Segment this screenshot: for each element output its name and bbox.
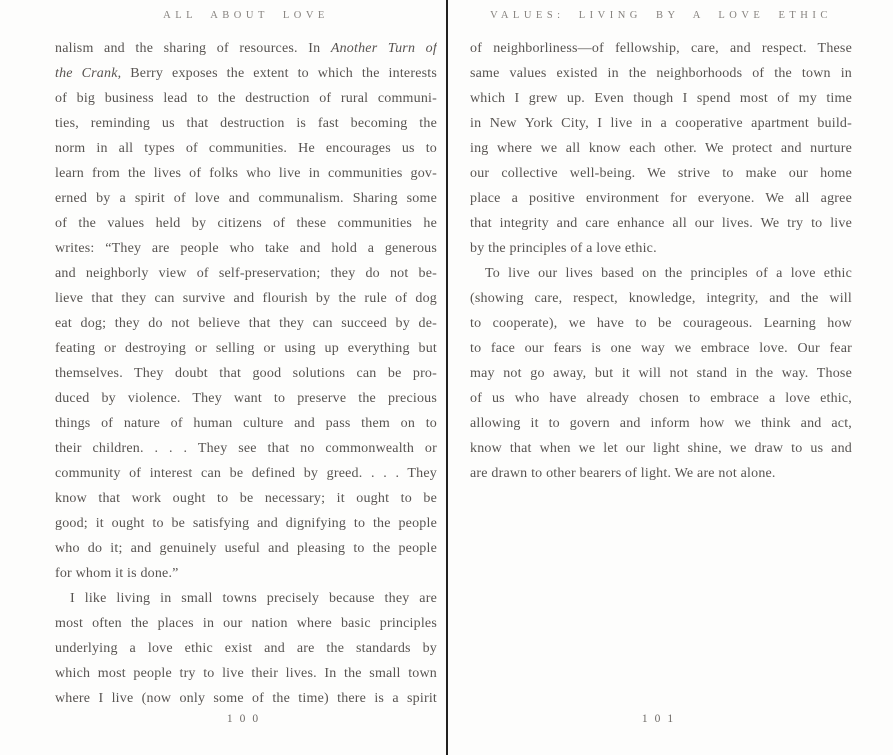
running-head-left: ALL ABOUT LOVE — [163, 10, 329, 21]
text-line: know that when we let our light shine, we draw to us and — [470, 441, 852, 456]
text-line: To live our lives based on the principles of a love ethic — [485, 266, 852, 281]
text-line: underlying a love ethic exist and are the standards by — [55, 641, 437, 656]
running-head-right: VALUES: LIVING BY A LOVE ETHIC — [490, 10, 832, 21]
text-line: for whom it is done.” — [55, 566, 179, 581]
text-line: learn from the lives of folks who live in communities gov- — [55, 166, 437, 181]
page-right — [448, 0, 893, 755]
text-line: their children. . . . They see that no commonwealth or — [55, 441, 437, 456]
text-line: are drawn to other bearers of light. We are not alone. — [470, 466, 776, 481]
book-title-italic: Another Turn of — [330, 41, 437, 56]
page-number-right: 101 — [641, 713, 681, 725]
page-body-right — [470, 36, 852, 486]
text-line: feating or destroying or selling or using up everything but — [55, 341, 437, 356]
text-line: in New York City, I live in a cooperative apartment build- — [470, 116, 852, 131]
text-line — [55, 36, 437, 61]
text-line: norm in all types of communities. He encourages us to — [55, 141, 437, 156]
book-title-italic: the Crank — [55, 66, 118, 81]
text-line: of neighborliness—of fellowship, care, and respect. These — [470, 41, 852, 56]
text-line: to face our fears is one way we embrace love. Our fear — [470, 341, 852, 356]
text-line: writes: “They are people who take and hold a generous — [55, 241, 437, 256]
text-line: ing where we all know each other. We protect and nurture — [470, 141, 852, 156]
text-line — [55, 61, 437, 86]
text-line: and neighborly view of self-preservation; they do not be- — [55, 266, 437, 281]
text-line: by the principles of a love ethic. — [470, 241, 657, 256]
text-line: things of nature of human culture and pass them on to — [55, 416, 437, 431]
page-left — [0, 0, 446, 755]
text-line: most often the places in our nation where basic principles — [55, 616, 437, 631]
text-line: which most people try to live their lives. In the small town — [55, 666, 437, 681]
text-line: themselves. They doubt that good solutions can be pro- — [55, 366, 437, 381]
text-line: same values existed in the neighborhoods of the town in — [470, 66, 852, 81]
text-line: our collective well-being. We strive to make our home — [470, 166, 852, 181]
text-segment: nalism and the sharing of resources. In — [55, 41, 331, 56]
text-line: know that work ought to be necessary; it ought to be — [55, 491, 437, 506]
text-line: good; it ought to be satisfying and dignifying to the people — [55, 516, 437, 531]
text-line: (showing care, respect, knowledge, integrity, and the will — [470, 291, 852, 306]
text-line: that integrity and care enhance all our lives. We try to live — [470, 216, 852, 231]
text-line: eat dog; they do not believe that they can succeed by de- — [55, 316, 437, 331]
text-line: allowing it to govern and inform how we think and act, — [470, 416, 852, 431]
text-line: of us who have already chosen to embrace a love ethic, — [470, 391, 852, 406]
text-line: who do it; and genuinely useful and pleasing to the people — [55, 541, 437, 556]
text-segment: , Berry exposes the extent to which the interests — [117, 66, 437, 81]
text-line: community of interest can be defined by greed. . . . They — [55, 466, 437, 481]
text-line: lieve that they can survive and flourish by the rule of dog — [55, 291, 437, 306]
text-line: to cooperate), we have to be courageous. Learning how — [470, 316, 852, 331]
text-line: ties, reminding us that destruction is fast becoming the — [55, 116, 437, 131]
text-line: which I grew up. Even though I spend most of my time — [470, 91, 852, 106]
text-line: erned by a spirit of love and communalism. Sharing some — [55, 191, 437, 206]
text-line: of big business lead to the destruction of rural communi- — [55, 91, 437, 106]
text-line: duced by violence. They want to preserve the precious — [55, 391, 437, 406]
text-line: where I live (now only some of the time) there is a spirit — [55, 691, 437, 706]
text-line: may not go away, but it will not stand in the way. Those — [470, 366, 852, 381]
page-number-left: 100 — [226, 713, 266, 725]
text-line: of the values held by citizens of these communities he — [55, 216, 437, 231]
text-line: place a positive environment for everyone. We all agree — [470, 191, 852, 206]
text-line: I like living in small towns precisely because they are — [70, 591, 437, 606]
page-body-left — [55, 36, 437, 711]
